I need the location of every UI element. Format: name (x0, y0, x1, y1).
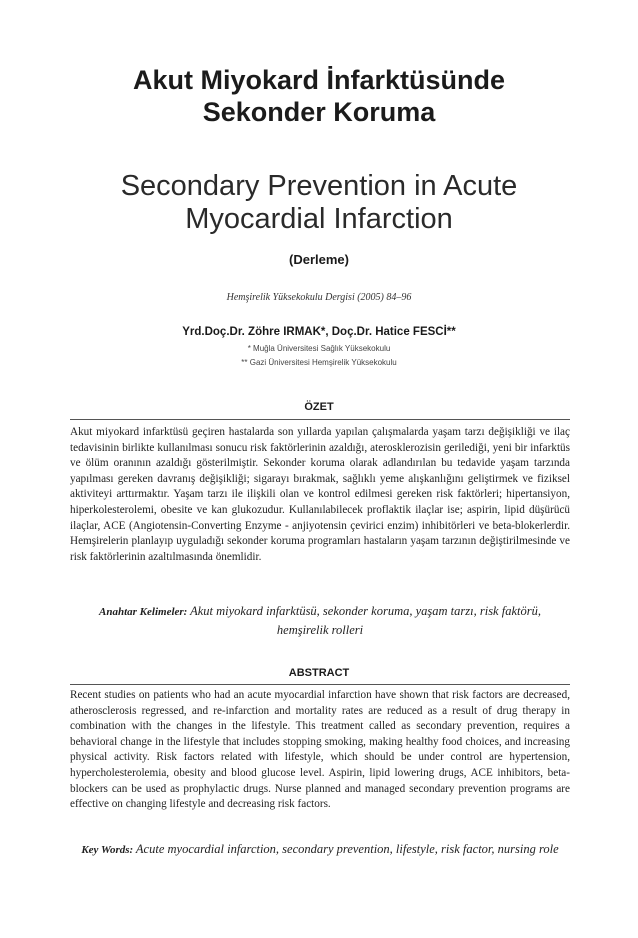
turkish-keywords (72, 602, 568, 639)
abstract-body: Recent studies on patients who had an acute myocardial infarction have shown that risk factors are decreased, atherosclerosis regressed, and re-infarction and mortality rates are reduced as a result of drug therapy in combination with the changes in the lifestyle. This treatment called as secondary prevention, requires a behavioral change in the lifestyle that includes stopping smoking, making healthy food choices, and increasing physical activity. Risk factors related with lifestyle, which should be under control are hypertension, hypercholesterolemia, obesity and blood glucose level. Aspirin, lipid lowering drugs, ACE inhibitors, beta-blockers can be used as prophylactic drugs. Nurse planned and managed secondary prevention programs are effective on changing lifestyle and decreasing risk factors. (70, 689, 570, 811)
english-keywords-label: Key Words: (81, 844, 136, 856)
english-title-line-2: Myocardial Infarction (185, 203, 453, 235)
journal-citation: Hemşirelik Yüksekokulu Dergisi (2005) 84–96 (226, 292, 412, 303)
abstract-heading: ABSTRACT (288, 667, 350, 679)
ozet-divider (70, 419, 570, 420)
article-type: (Derleme) (289, 252, 349, 267)
ozet-body: Akut miyokard infarktüsü geçiren hastalarda son yıllarda yapılan çalışmalarda yaşam tarzı değişikliği ve ilaç tedavisinin birlikte kullanılması sonucu risk faktörlerinin azaldığı, aterosklerozisin gerilediği, yeni bir infarktüs ve ölüm oranının azaldığı gösterilmiştir. Sekonder koruma olarak adlandırılan bu tedavide yaşam tarzında yapılması gereken davranış değişikliği; sigarayı bırakmak, sağlıklı yeme alışkanlığını geliştirmek ve fiziksel aktiviteyi arttırmaktır. Yaşam tarzı ile ilişkili olan ve kontrol edilmesi gereken risk faktörleri; hipertansiyon, hiperkolesterolemi, obesite ve kan glukozudur. Kullanılabilecek proflaktik ilaçlar ise; aspirin, lipid düşürücü ilaçlar, ACE (Angiotensin-Converting Enzyme - anjiyotensin çevirici enzim) inhibitörleri ve beta-blokerlerdir. Hemşirelerin planlayıp uyguladığı sekonder koruma programları hastaların yaşam tarzının değiştirilmesinde ve risk faktörlerinin azaltılmasında önemlidir. (70, 426, 570, 563)
english-keywords (72, 840, 568, 859)
turkish-title-line-1: Akut Miyokard İnfarktüsünde (132, 65, 506, 95)
english-title-line-1: Secondary Prevention in Acute (120, 170, 518, 202)
authors: Yrd.Doç.Dr. Zöhre IRMAK*, Doç.Dr. Hatice FESCİ** (182, 326, 456, 338)
ozet-heading: ÖZET (304, 401, 334, 413)
turkish-keywords-label: Anahtar Kelimeler: (99, 606, 191, 618)
english-keywords-text: Acute myocardial infarction, secondary prevention, lifestyle, risk factor, nursing role (135, 842, 559, 856)
turkish-title (20, 64, 618, 128)
affiliation-1: * Muğla Üniversitesi Sağlık Yüksekokulu (247, 344, 391, 353)
turkish-keywords-text: Akut miyokard infarktüsü, sekonder koruma, yaşam tarzı, risk faktörü, hemşirelik rolleri (190, 604, 541, 637)
english-title (20, 170, 618, 236)
turkish-title-line-2: Sekonder Koruma (202, 97, 436, 127)
affiliation-2: ** Gazi Üniversitesi Hemşirelik Yüksekokulu (241, 358, 397, 367)
abstract-divider (70, 684, 570, 685)
